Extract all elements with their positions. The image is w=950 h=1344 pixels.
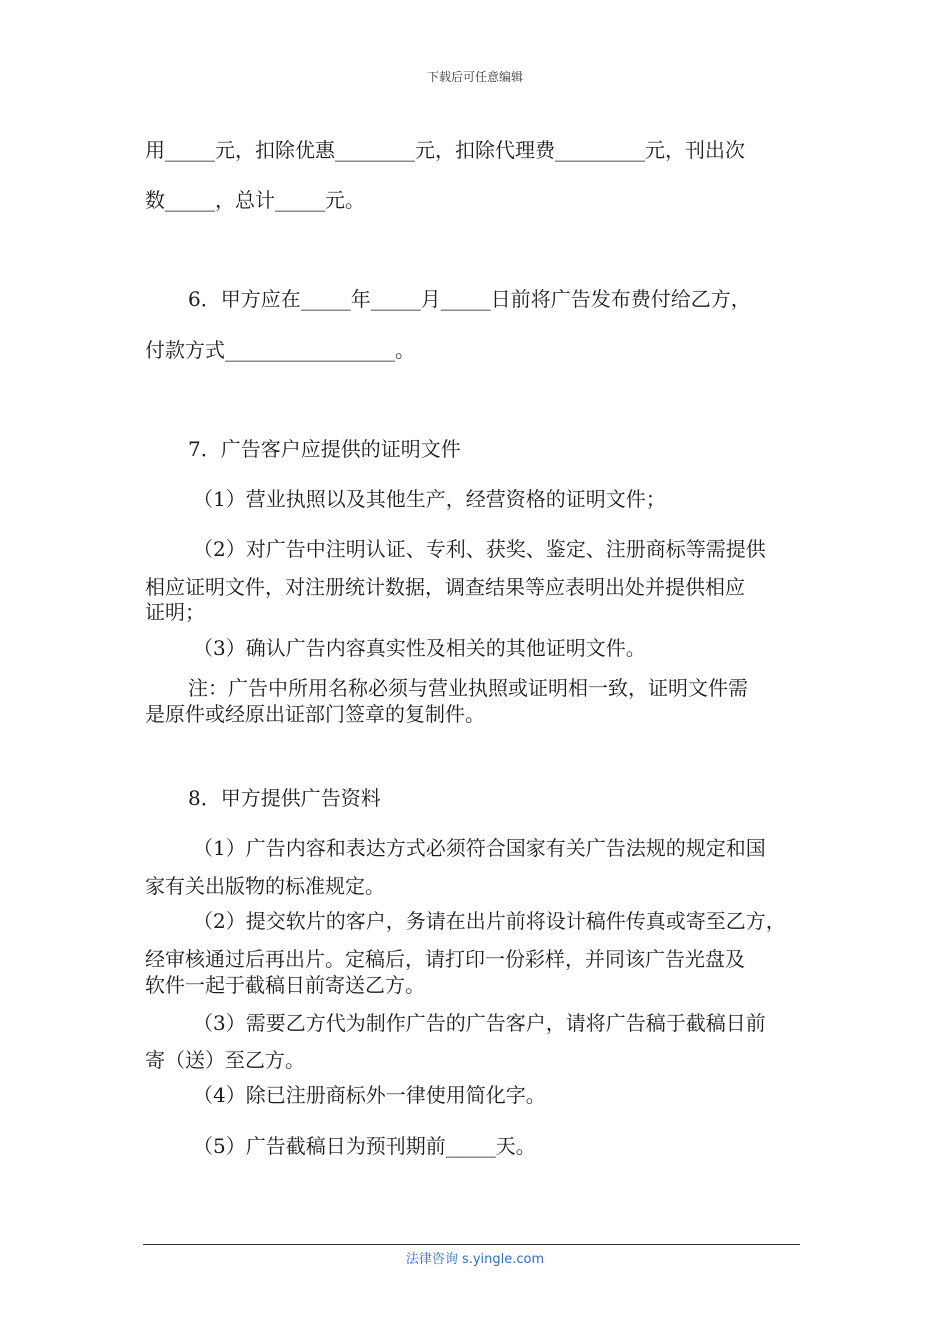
paragraph-line: 相应证明文件，对注册统计数据，调查结果等应表明出处并提供相应: [145, 575, 745, 599]
footer-divider: [143, 1244, 800, 1245]
paragraph-line: 家有关出版物的标准规定。: [145, 874, 385, 898]
list-item: （4）除已注册商标外一律使用简化字。: [193, 1083, 546, 1107]
section-6-line: 6．甲方应在_____年_____月_____日前将广告发布费付给乙方，: [188, 287, 751, 311]
footer-link[interactable]: 法律咨询 s.yingle.com: [405, 1252, 545, 1267]
paragraph-line: 用_____元，扣除优惠________元，扣除代理费_________元，刊出次: [145, 138, 745, 162]
paragraph-line: 寄（送）至乙方。: [145, 1048, 305, 1072]
list-item: （3）需要乙方代为制作广告的广告客户，请将广告稿于截稿日前: [193, 1011, 766, 1035]
list-item: （2）对广告中注明认证、专利、获奖、鉴定、注册商标等需提供: [193, 537, 766, 561]
list-item: （2）提交软片的客户，务请在出片前将设计稿件传真或寄至乙方，: [193, 909, 786, 933]
list-item: （5）广告截稿日为预刊期前_____天。: [193, 1134, 536, 1158]
list-item: （3）确认广告内容真实性及相关的其他证明文件。: [193, 636, 646, 660]
section-8-heading: 8．甲方提供广告资料: [188, 786, 381, 810]
page-header: 下载后可任意编辑: [426, 70, 523, 84]
list-item: （1）广告内容和表达方式必须符合国家有关广告法规的规定和国: [193, 836, 766, 860]
list-item: （1）营业执照以及其他生产，经营资格的证明文件；: [193, 487, 666, 511]
paragraph-line: 是原件或经原出证部门签章的复制件。: [145, 702, 485, 726]
paragraph-line: 软件一起于截稿日前寄送乙方。: [145, 973, 425, 997]
paragraph-line: 证明；: [145, 600, 205, 624]
paragraph-line: 经审核通过后再出片。定稿后，请打印一份彩样，并同该广告光盘及: [145, 947, 745, 971]
paragraph-line: 数_____，总计_____元。: [145, 188, 365, 212]
note-line: 注：广告中所用名称必须与营业执照或证明相一致，证明文件需: [188, 676, 748, 700]
section-7-heading: 7．广告客户应提供的证明文件: [188, 437, 461, 461]
paragraph-line: 付款方式_________________。: [145, 338, 415, 362]
